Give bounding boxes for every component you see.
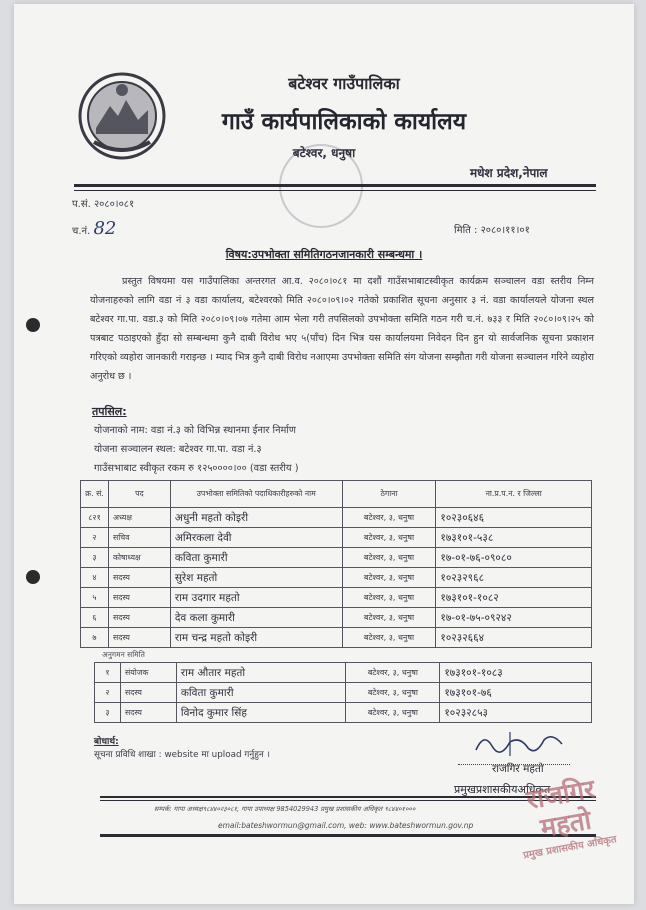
cell-id: १०२३२८५३: [440, 703, 592, 723]
cell-id: १०२३०६४६: [436, 508, 592, 528]
cell-address: बटेश्वर, ३, धनुषा: [342, 568, 436, 588]
cc-body: सूचना प्रविधि शाखा : website मा upload गर्नुहुन ।: [94, 750, 270, 760]
cell-address: बटेश्वर, ३, धनुषा: [342, 548, 436, 568]
monitoring-committee-label: अनुगमन समिति: [102, 650, 145, 659]
cell-id: १७३१०१-५३८: [436, 528, 592, 548]
cell-role: संयोजक: [120, 663, 176, 683]
document-page: [14, 4, 634, 904]
cc-heading: बोधार्थ:: [94, 737, 119, 747]
col-header-id: ना.प्र.प.न. र जिल्ला: [436, 481, 592, 508]
signatory-title: प्रमुखप्रशासकीयअधिकृत: [454, 783, 551, 796]
cell-role: सदस्य: [108, 588, 170, 608]
details-heading: तपसिल:: [92, 405, 127, 418]
punch-hole-bottom: [26, 570, 40, 584]
cell-name: राम औतार महतो: [176, 663, 346, 683]
cell-serial: २: [81, 528, 109, 548]
cell-address: बटेश्वर, ३, धनुषा: [342, 608, 436, 628]
col-header-role: पद: [108, 481, 170, 508]
table-row: [81, 608, 592, 628]
table-row: [81, 548, 592, 568]
cell-role: सदस्य: [108, 568, 170, 588]
table-row: [81, 528, 592, 548]
dispatch-number: 82: [93, 218, 117, 239]
cell-address: बटेश्वर, ३, धनुषा: [342, 528, 436, 548]
cell-role: अध्यक्ष: [108, 508, 170, 528]
table-row: [95, 703, 592, 723]
dispatch-label: च.नं. 82: [72, 218, 117, 239]
cell-serial: २: [95, 683, 121, 703]
table-row: [95, 663, 592, 683]
project-place: योजना सञ्चालन स्थल: बटेश्वर गा.पा. वडा नं.३: [94, 444, 262, 455]
header-rule-thin: [74, 190, 596, 191]
header-rule: [74, 184, 596, 187]
cell-serial: ४: [81, 568, 109, 588]
col-header-sn: क्र. सं.: [81, 481, 109, 508]
cell-role: सदस्य: [108, 608, 170, 628]
committee-table: [80, 480, 592, 648]
signatory-name: राजगिर महतो: [492, 763, 544, 775]
monitoring-table: [94, 662, 592, 723]
signature-scribble: [470, 726, 570, 766]
table-row: [81, 508, 592, 528]
cell-id: १०२३२६६४: [436, 628, 592, 648]
office-title: गाउँ कार्यपालिकाको कार्यालय: [221, 109, 467, 135]
cell-address: बटेश्वर, ३, धनुषा: [342, 588, 436, 608]
cell-role: कोषाध्यक्ष: [108, 548, 170, 568]
project-name: योजनाको नाम: वडा नं.३ को विभिन्न स्थानमा ईनार निर्माण: [94, 425, 296, 436]
cell-name: अधुनी महतो कोइरी: [170, 508, 342, 528]
table-row: [95, 683, 592, 703]
cell-serial: ८२१: [81, 508, 109, 528]
cell-name: विनोद कुमार सिंह: [176, 703, 346, 723]
cell-id: १७३१०१-१०८२: [436, 588, 592, 608]
cell-role: सदस्य: [120, 683, 176, 703]
cell-address: बटेश्वर, ३, धनुषा: [342, 628, 436, 648]
cell-serial: १: [95, 663, 121, 683]
table-header-row: [81, 481, 592, 508]
cell-name: राम चन्द्र महतो कोइरी: [170, 628, 342, 648]
letter-date: मिति : २०८०।११।०१: [454, 225, 530, 236]
col-header-address: ठेगाना: [342, 481, 436, 508]
office-name: बटेश्वर गाउँपालिका: [288, 74, 400, 93]
col-header-name: उपभोक्ता समितिको पदाधिकारीहरुको नाम: [170, 481, 342, 508]
footer-email-web: email:bateshwormun@gmail.com, web: www.bateshwormun.gov.np: [218, 821, 474, 830]
cell-serial: ६: [81, 608, 109, 628]
cell-serial: ७: [81, 628, 109, 648]
office-location: बटेश्वर, धनुषा: [292, 146, 356, 160]
cell-name: कविता कुमारी: [170, 548, 342, 568]
cell-name: कविता कुमारी: [176, 683, 346, 703]
body-paragraph: प्रस्तुत विषयमा यस गाउँपालिका अन्तरगत आ.व. २०८०।०८१ मा दशौं गाउँसभाबाटस्वीकृत कार्यक्रम सञ्चालन वडा स्तरीय निम्न योजनाहरुको लागि वडा नं ३ वडा कार्यालय, बटेश्वरको मिति २०८०।०९।०२ गतेको प्रकाशित सूचना अनुसार ३ नं. वडा कार्यालयले योजना स्थल बटेश्वर गा.पा. वडा.३ को मिति २०८०।०९।०७ गतेमा आम भेला गरी तपसिलको उपभोक्ता समिति गठन गरी च.नं. ७३३ र मिति २०८०।०९।२५ को पत्रबाट पठाइएको हुँदा सो सम्बन्धमा कुनै दाबी विरोध भए ५(पाँच) दिन भित्र यस कार्यालयमा निवेदन दिन हुन यो सार्वजनिक सूचना प्रकाशन गरिएको व्यहोरा जानकारी गराइन्छ । म्याद भित्र कुनै दाबी विरोध नआएमा उपभोक्ता समिति संग योजना सम्झौता गरी योजना सञ्चालन गरिने व्यहोरा अनुरोध छ ।: [90, 276, 594, 382]
cell-serial: ३: [81, 548, 109, 568]
cell-address: बटेश्वर, ३, धनुषा: [342, 508, 436, 528]
officer-stamp: राजगिर महतो प्रमुख प्रशासकीय अधिकृत: [522, 774, 618, 862]
table-row: [81, 588, 592, 608]
cell-address: बटेश्वर, ३, धनुषा: [346, 703, 440, 723]
cell-name: अमिरकला देवी: [170, 528, 342, 548]
cell-serial: ५: [81, 588, 109, 608]
cell-id: १७-०१-७६-०९०८०: [436, 548, 592, 568]
reference-number: प.सं. २०८०।०८१: [72, 199, 135, 210]
subject-line: विषय:उपभोक्ता समितिगठनजानकारी सम्बन्धमा ।: [225, 248, 423, 261]
cell-name: देव कला कुमारी: [170, 608, 342, 628]
cell-role: सचिव: [108, 528, 170, 548]
province-label: मधेश प्रदेश,नेपाल: [470, 166, 548, 180]
cell-role: सदस्य: [120, 703, 176, 723]
cell-role: सदस्य: [108, 628, 170, 648]
cell-id: १७३१०१-१०८३: [440, 663, 592, 683]
cell-address: बटेश्वर, ३, धनुषा: [346, 683, 440, 703]
table-row: [81, 628, 592, 648]
cell-id: १७३१०१-७६: [440, 683, 592, 703]
punch-hole-top: [26, 318, 40, 332]
cell-name: सुरेश महतो: [170, 568, 342, 588]
cell-address: बटेश्वर, ३, धनुषा: [346, 663, 440, 683]
footer-contact: सम्पर्क: गापा अध्यक्ष९८४४०२३०८१, गापा उपाध्यक्ष 9854029943 प्रमुख प्रशासकीय अधिकृत ९८४४०१०००: [154, 805, 416, 813]
cell-name: राम उदगार महतो: [170, 588, 342, 608]
cell-serial: ३: [95, 703, 121, 723]
cell-id: १०२३२९६८: [436, 568, 592, 588]
project-amount: गाउँसभाबाट स्वीकृत रकम रु १२५००००।०० (वडा स्तरीय ): [94, 463, 299, 474]
cell-id: १७-०१-७५-०९२४२: [436, 608, 592, 628]
table-row: [81, 568, 592, 588]
